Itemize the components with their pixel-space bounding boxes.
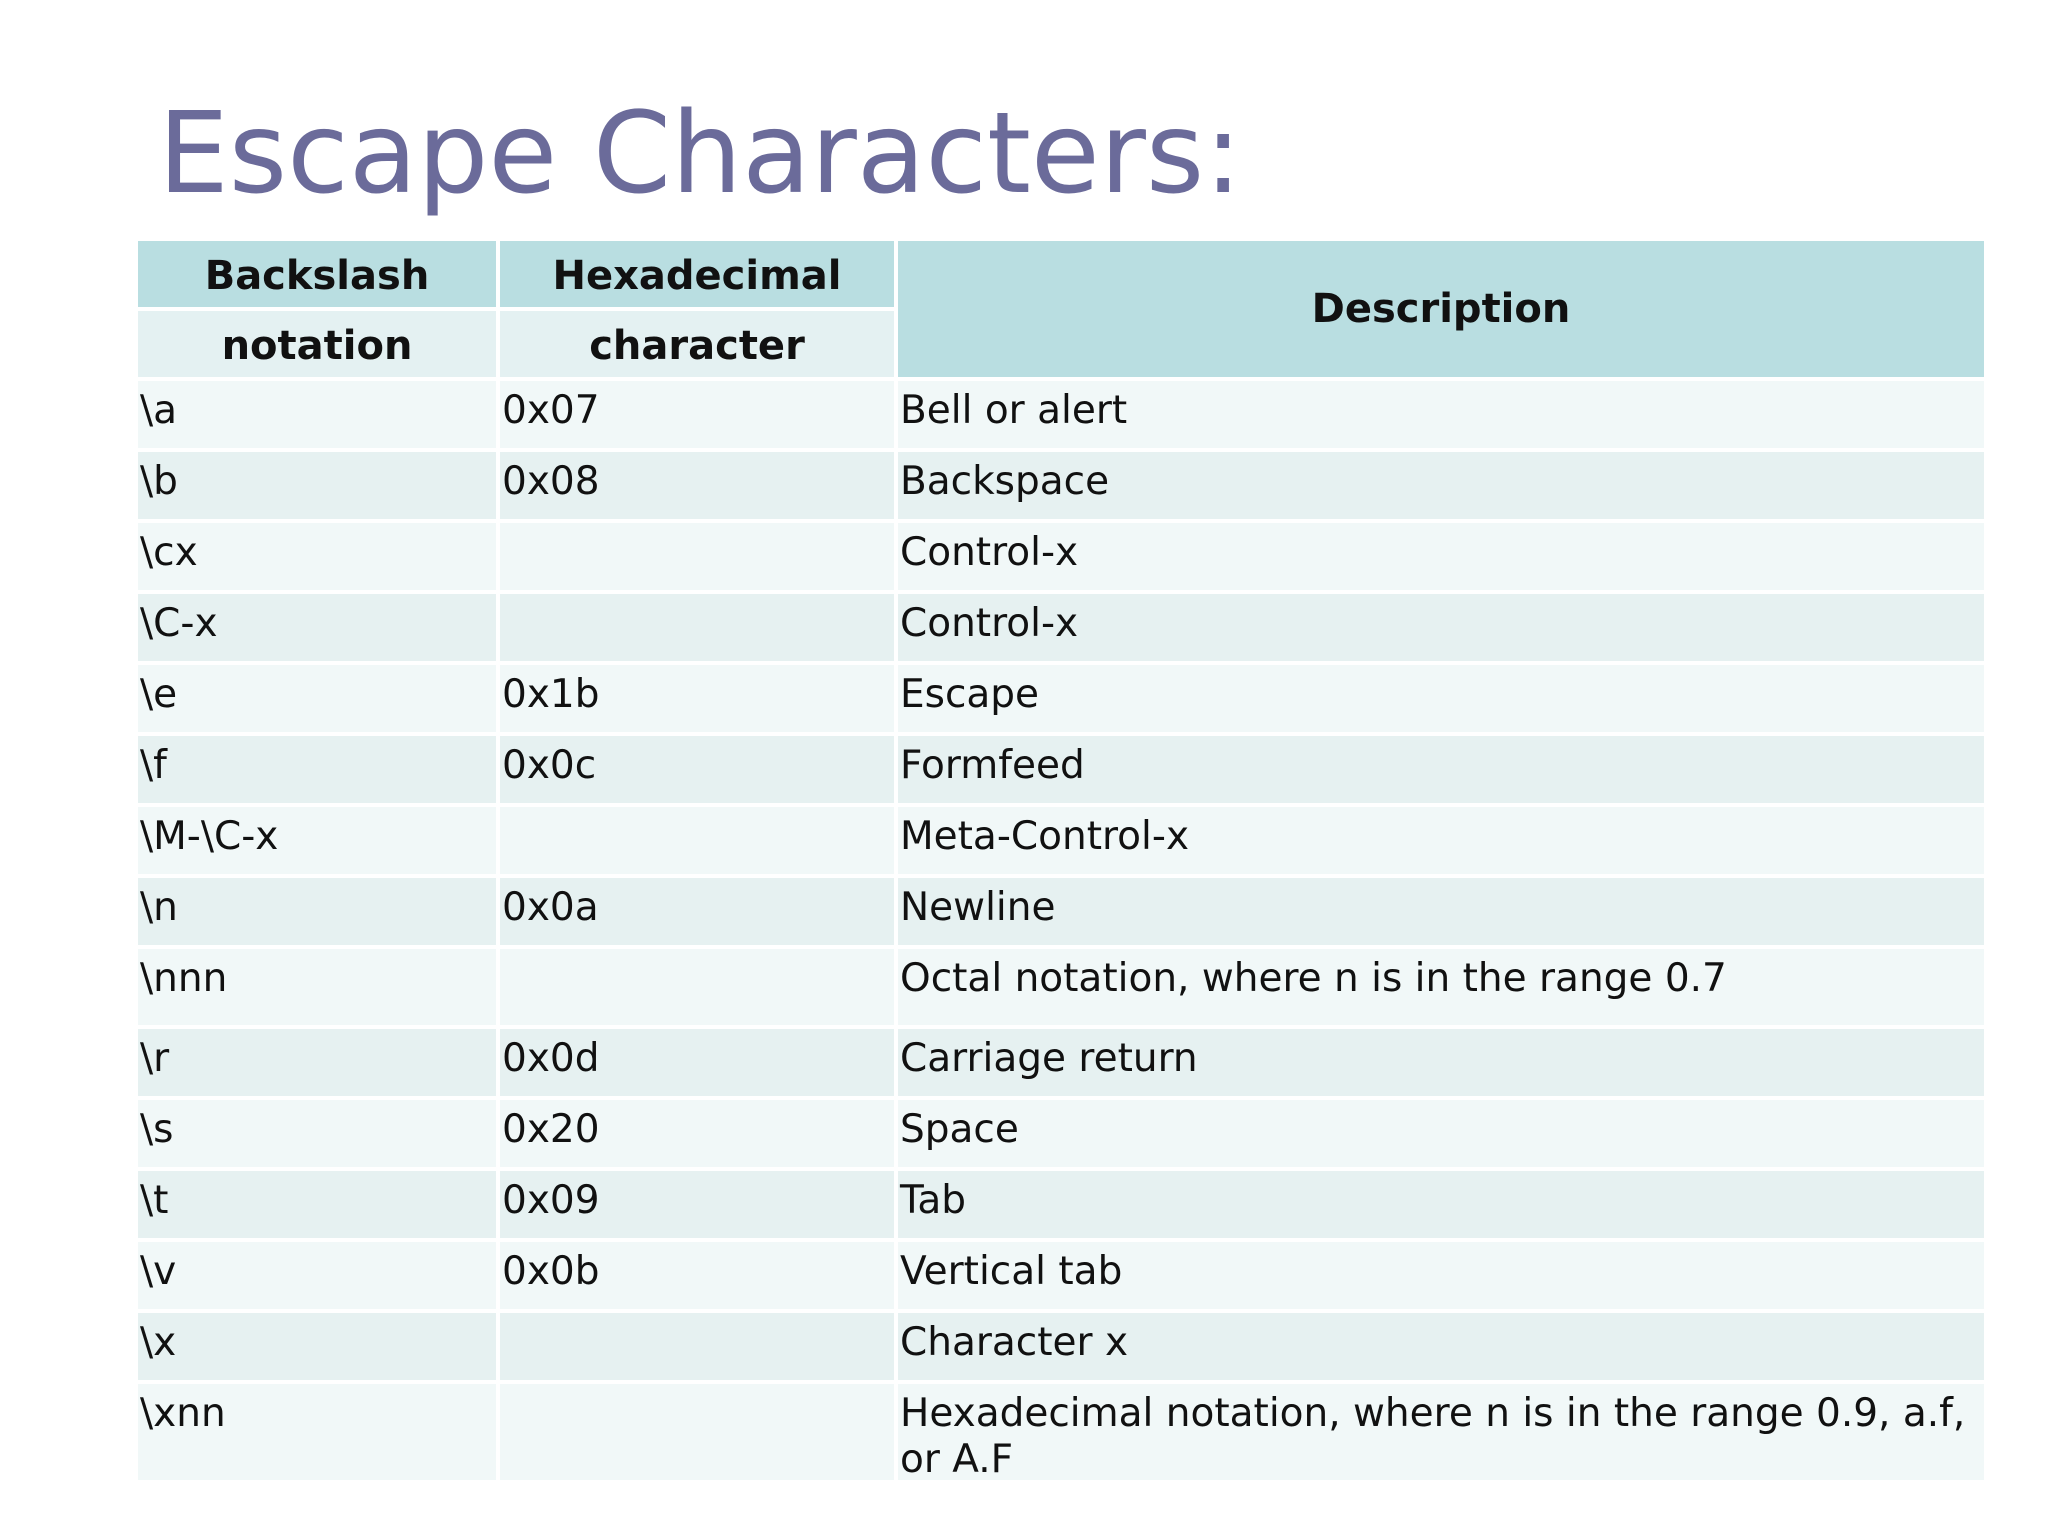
notation-cell: \cx xyxy=(138,523,496,590)
hex-cell: 0x20 xyxy=(500,1100,894,1167)
notation-cell: \f xyxy=(138,736,496,803)
hex-cell xyxy=(500,594,894,661)
hex-cell: 0x07 xyxy=(500,381,894,448)
notation-cell: \t xyxy=(138,1171,496,1238)
description-cell: Character x xyxy=(898,1313,1984,1380)
description-cell: Formfeed xyxy=(898,736,1984,803)
notation-cell: \xnn xyxy=(138,1384,496,1480)
hex-cell: 0x0d xyxy=(500,1029,894,1096)
hex-cell: 0x08 xyxy=(500,452,894,519)
header-notation: notation xyxy=(138,311,496,377)
description-cell: Octal notation, where n is in the range 0.7 xyxy=(898,949,1984,1025)
description-cell: Newline xyxy=(898,878,1984,945)
hex-cell: 0x0b xyxy=(500,1242,894,1309)
hex-cell: 0x0a xyxy=(500,878,894,945)
description-cell: Control-x xyxy=(898,594,1984,661)
description-cell: Bell or alert xyxy=(898,381,1984,448)
hex-cell: 0x0c xyxy=(500,736,894,803)
notation-cell: \M-\C-x xyxy=(138,807,496,874)
description-cell: Vertical tab xyxy=(898,1242,1984,1309)
description-cell: Hexadecimal notation, where n is in the range 0.9, a.f, or A.F xyxy=(898,1384,1984,1480)
notation-cell: \b xyxy=(138,452,496,519)
description-cell: Tab xyxy=(898,1171,1984,1238)
notation-cell: \r xyxy=(138,1029,496,1096)
notation-cell: \a xyxy=(138,381,496,448)
header-description-label: Description xyxy=(1311,286,1571,332)
hex-cell xyxy=(500,1384,894,1480)
header-backslash: Backslash xyxy=(138,241,496,307)
notation-cell: \s xyxy=(138,1100,496,1167)
notation-cell: \nnn xyxy=(138,949,496,1025)
header-hexadecimal: Hexadecimal xyxy=(500,241,894,307)
notation-cell: \n xyxy=(138,878,496,945)
header-character: character xyxy=(500,311,894,377)
notation-cell: \v xyxy=(138,1242,496,1309)
description-cell: Carriage return xyxy=(898,1029,1984,1096)
description-cell: Escape xyxy=(898,665,1984,732)
slide-title: Escape Characters: xyxy=(158,89,1242,219)
hex-cell xyxy=(500,807,894,874)
hex-cell: 0x09 xyxy=(500,1171,894,1238)
hex-cell: 0x1b xyxy=(500,665,894,732)
escape-characters-table xyxy=(138,241,1976,1480)
table-grid xyxy=(138,241,1976,1480)
hex-cell xyxy=(500,523,894,590)
notation-cell: \x xyxy=(138,1313,496,1380)
description-cell: Backspace xyxy=(898,452,1984,519)
notation-cell: \C-x xyxy=(138,594,496,661)
hex-cell xyxy=(500,1313,894,1380)
description-cell: Control-x xyxy=(898,523,1984,590)
description-cell: Space xyxy=(898,1100,1984,1167)
notation-cell: \e xyxy=(138,665,496,732)
description-cell: Meta-Control-x xyxy=(898,807,1984,874)
header-description xyxy=(898,241,1984,377)
hex-cell xyxy=(500,949,894,1025)
